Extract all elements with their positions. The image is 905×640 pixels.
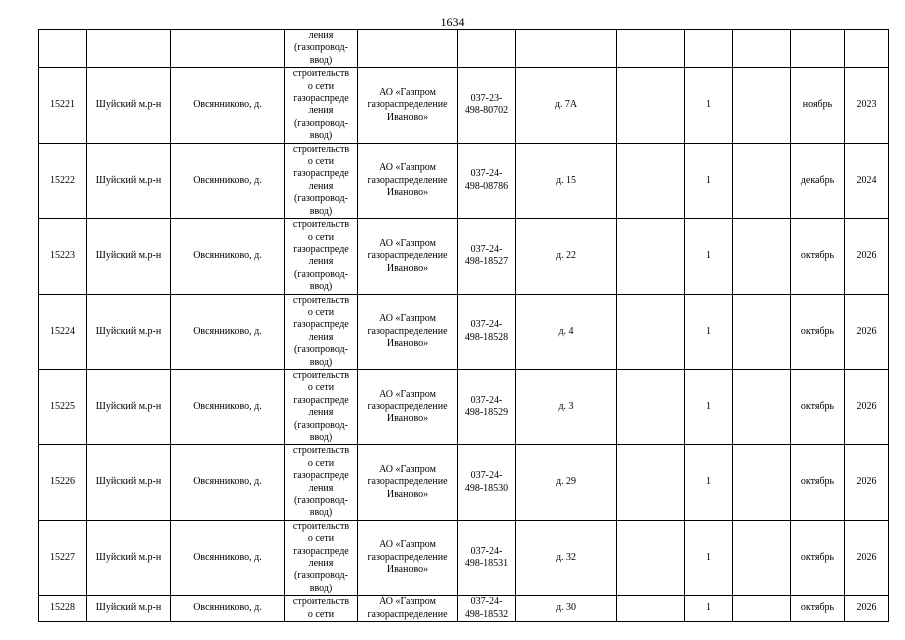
cell-count: 1 (685, 520, 733, 595)
cell-line: строительств (292, 68, 350, 80)
cell-line: 498-18531 (464, 558, 509, 570)
cell-line: газораспреде (293, 470, 349, 482)
cell-work-type (285, 294, 358, 369)
cell-line: (газопровод- (294, 419, 348, 431)
cell-organization (358, 596, 458, 622)
cell-application-number (458, 596, 516, 622)
cell-empty (733, 596, 791, 622)
cell-district: Шуйский м.р-н (87, 294, 171, 369)
cell-district: Шуйский м.р-н (87, 143, 171, 218)
cell-line: 498-18527 (464, 256, 509, 268)
cell-line: (газопровод- (294, 117, 348, 129)
cell-application-number (458, 520, 516, 595)
cell-year: 2026 (845, 369, 889, 444)
cell-line: газораспределение (367, 174, 448, 186)
cell-empty (617, 596, 685, 622)
cell-work-type (285, 520, 358, 595)
cell-line: о сети (307, 231, 335, 243)
cell-house: д. 7А (516, 68, 617, 143)
cell-month: ноябрь (791, 68, 845, 143)
cell-year: 2026 (845, 445, 889, 520)
cell-line: о сети (307, 608, 335, 620)
cell-empty (845, 30, 889, 68)
cell-line: Иваново» (386, 262, 429, 274)
cell-line: Иваново» (386, 488, 429, 500)
cell-line: Иваново» (386, 337, 429, 349)
cell-id: 15226 (39, 445, 87, 520)
cell-application-number (458, 445, 516, 520)
cell-line: о сети (307, 80, 335, 92)
cell-line: 498-18532 (464, 608, 509, 620)
cell-empty (617, 30, 685, 68)
cell-empty (617, 520, 685, 595)
cell-empty (617, 445, 685, 520)
cell-id: 15221 (39, 68, 87, 143)
cell-empty (791, 30, 845, 68)
cell-line: газораспределение (367, 400, 448, 412)
cell-line: о сети (307, 533, 335, 545)
cell-line: строительств (292, 219, 350, 231)
cell-line: АО «Газпром (379, 388, 436, 400)
cell-organization (358, 369, 458, 444)
cell-count: 1 (685, 369, 733, 444)
cell-district: Шуйский м.р-н (87, 369, 171, 444)
cell-house: д. 3 (516, 369, 617, 444)
cell-line: Иваново» (386, 111, 429, 123)
table-row (39, 445, 889, 520)
cell-line: АО «Газпром (379, 596, 436, 608)
cell-line: о сети (307, 382, 335, 394)
cell-district: Шуйский м.р-н (87, 520, 171, 595)
table-row (39, 294, 889, 369)
cell-line: 037-24- (470, 596, 503, 608)
cell-line: Иваново» (386, 187, 429, 199)
cell-empty (617, 369, 685, 444)
cell-settlement: Овсянниково, д. (171, 68, 285, 143)
cell-line: газораспреде (293, 93, 349, 105)
cell-district: Шуйский м.р-н (87, 68, 171, 143)
cell-line: о сети (307, 156, 335, 168)
cell-empty (617, 143, 685, 218)
cell-empty (617, 68, 685, 143)
cell-year: 2026 (845, 219, 889, 294)
cell-line: ввод) (309, 582, 333, 594)
cell-month: октябрь (791, 520, 845, 595)
cell-work-type (285, 596, 358, 622)
cell-count: 1 (685, 68, 733, 143)
cell-line: (газопровод- (294, 570, 348, 582)
cell-line: 037-24- (470, 545, 503, 557)
cell-line: ления (308, 105, 334, 117)
cell-line: газораспреде (293, 168, 349, 180)
cell-application-number (458, 369, 516, 444)
cell-empty (733, 68, 791, 143)
cell-empty (733, 445, 791, 520)
cell-year: 2024 (845, 143, 889, 218)
cell-empty (39, 30, 87, 68)
cell-line: 037-23- (470, 93, 503, 105)
cell-application-number (458, 294, 516, 369)
cell-settlement: Овсянниково, д. (171, 294, 285, 369)
table-row (39, 68, 889, 143)
cell-line: 498-18528 (464, 331, 509, 343)
cell-line: ввод) (309, 507, 333, 519)
cell-work-type (285, 30, 358, 68)
cell-line: 498-08786 (464, 180, 509, 192)
cell-count: 1 (685, 294, 733, 369)
cell-empty (516, 30, 617, 68)
cell-line: 037-24- (470, 243, 503, 255)
cell-line: Иваново» (386, 413, 429, 425)
table-row (39, 596, 889, 622)
cell-line: АО «Газпром (379, 313, 436, 325)
cell-line: 037-24- (470, 394, 503, 406)
cell-empty (87, 30, 171, 68)
cell-empty (358, 30, 458, 68)
cell-year: 2026 (845, 520, 889, 595)
cell-house: д. 22 (516, 219, 617, 294)
cell-line: АО «Газпром (379, 86, 436, 98)
cell-count: 1 (685, 445, 733, 520)
cell-line: газораспределение (367, 99, 448, 111)
cell-month: октябрь (791, 294, 845, 369)
gasification-table (38, 29, 889, 622)
table-row (39, 143, 889, 218)
cell-line: ления (308, 331, 334, 343)
cell-id: 15224 (39, 294, 87, 369)
cell-line: (газопровод- (294, 344, 348, 356)
cell-id: 15222 (39, 143, 87, 218)
cell-line: ления (308, 407, 334, 419)
cell-line: (газопровод- (294, 268, 348, 280)
cell-month: декабрь (791, 143, 845, 218)
cell-count: 1 (685, 219, 733, 294)
cell-line: газораспреде (293, 243, 349, 255)
cell-line: АО «Газпром (379, 464, 436, 476)
cell-application-number (458, 143, 516, 218)
cell-line: 498-80702 (464, 105, 509, 117)
cell-line: о сети (307, 306, 335, 318)
cell-id: 15228 (39, 596, 87, 622)
cell-line: ления (308, 256, 334, 268)
cell-district: Шуйский м.р-н (87, 219, 171, 294)
cell-month: октябрь (791, 596, 845, 622)
cell-organization (358, 68, 458, 143)
cell-empty (733, 30, 791, 68)
cell-line: 037-24- (470, 168, 503, 180)
cell-organization (358, 143, 458, 218)
cell-settlement: Овсянниково, д. (171, 143, 285, 218)
cell-line: 037-24- (470, 470, 503, 482)
work-line: ления (308, 30, 334, 41)
cell-line: строительств (292, 143, 350, 155)
cell-line: строительств (292, 596, 350, 608)
cell-line: строительств (292, 369, 350, 381)
cell-work-type (285, 68, 358, 143)
cell-line: строительств (292, 445, 350, 457)
cell-organization (358, 294, 458, 369)
table-body (39, 30, 889, 622)
cell-line: ввод) (309, 356, 333, 368)
cell-application-number (458, 68, 516, 143)
cell-line: газораспреде (293, 394, 349, 406)
cell-id: 15223 (39, 219, 87, 294)
cell-line: ввод) (309, 432, 333, 443)
cell-line: 498-18529 (464, 407, 509, 419)
cell-district: Шуйский м.р-н (87, 445, 171, 520)
cell-district: Шуйский м.р-н (87, 596, 171, 622)
cell-settlement: Овсянниково, д. (171, 520, 285, 595)
cell-empty (733, 294, 791, 369)
cell-work-type (285, 445, 358, 520)
cell-organization (358, 520, 458, 595)
cell-empty (733, 219, 791, 294)
cell-house: д. 15 (516, 143, 617, 218)
cell-line: Иваново» (386, 564, 429, 576)
cell-work-type (285, 369, 358, 444)
cell-line: ления (308, 482, 334, 494)
table-row-continuation (39, 30, 889, 68)
cell-line: ввод) (309, 281, 333, 293)
cell-house: д. 29 (516, 445, 617, 520)
cell-house: д. 32 (516, 520, 617, 595)
cell-count: 1 (685, 143, 733, 218)
cell-organization (358, 445, 458, 520)
work-line: (газопровод- (294, 42, 348, 54)
cell-settlement: Овсянниково, д. (171, 219, 285, 294)
cell-line: строительств (292, 294, 350, 306)
cell-line: ления (308, 558, 334, 570)
cell-month: октябрь (791, 219, 845, 294)
table-row (39, 219, 889, 294)
cell-line: ввод) (309, 205, 333, 217)
cell-empty (171, 30, 285, 68)
page-number: 1634 (440, 15, 465, 29)
table-row (39, 520, 889, 595)
cell-line: ввод) (309, 130, 333, 142)
cell-line: 498-18530 (464, 482, 509, 494)
cell-work-type (285, 143, 358, 218)
cell-line: газораспределение (367, 325, 448, 337)
cell-empty (733, 369, 791, 444)
cell-settlement: Овсянниково, д. (171, 596, 285, 622)
cell-line: строительств (292, 520, 350, 532)
cell-line: газораспределение (367, 551, 448, 563)
cell-line: газораспреде (293, 545, 349, 557)
cell-empty (458, 30, 516, 68)
cell-line: АО «Газпром (379, 539, 436, 551)
cell-id: 15227 (39, 520, 87, 595)
cell-empty (617, 219, 685, 294)
cell-year: 2023 (845, 68, 889, 143)
cell-line: о сети (307, 457, 335, 469)
cell-house: д. 30 (516, 596, 617, 622)
cell-line: газораспределение (367, 476, 448, 488)
cell-line: (газопровод- (294, 193, 348, 205)
cell-line: АО «Газпром (379, 162, 436, 174)
cell-application-number (458, 219, 516, 294)
cell-empty (733, 520, 791, 595)
cell-work-type (285, 219, 358, 294)
cell-house: д. 4 (516, 294, 617, 369)
cell-line: газораспределение (367, 250, 448, 262)
cell-empty (617, 294, 685, 369)
cell-organization (358, 219, 458, 294)
cell-month: октябрь (791, 445, 845, 520)
cell-empty (685, 30, 733, 68)
cell-month: октябрь (791, 369, 845, 444)
cell-line: ления (308, 180, 334, 192)
cell-empty (733, 143, 791, 218)
cell-settlement: Овсянниково, д. (171, 445, 285, 520)
cell-line: газораспреде (293, 319, 349, 331)
cell-line: АО «Газпром (379, 237, 436, 249)
table-row (39, 369, 889, 444)
cell-line: (газопровод- (294, 495, 348, 507)
work-line: ввод) (309, 54, 333, 66)
cell-count: 1 (685, 596, 733, 622)
cell-settlement: Овсянниково, д. (171, 369, 285, 444)
cell-year: 2026 (845, 596, 889, 622)
cell-id: 15225 (39, 369, 87, 444)
cell-line: 037-24- (470, 319, 503, 331)
cell-line: газораспределение (367, 608, 448, 620)
cell-year: 2026 (845, 294, 889, 369)
